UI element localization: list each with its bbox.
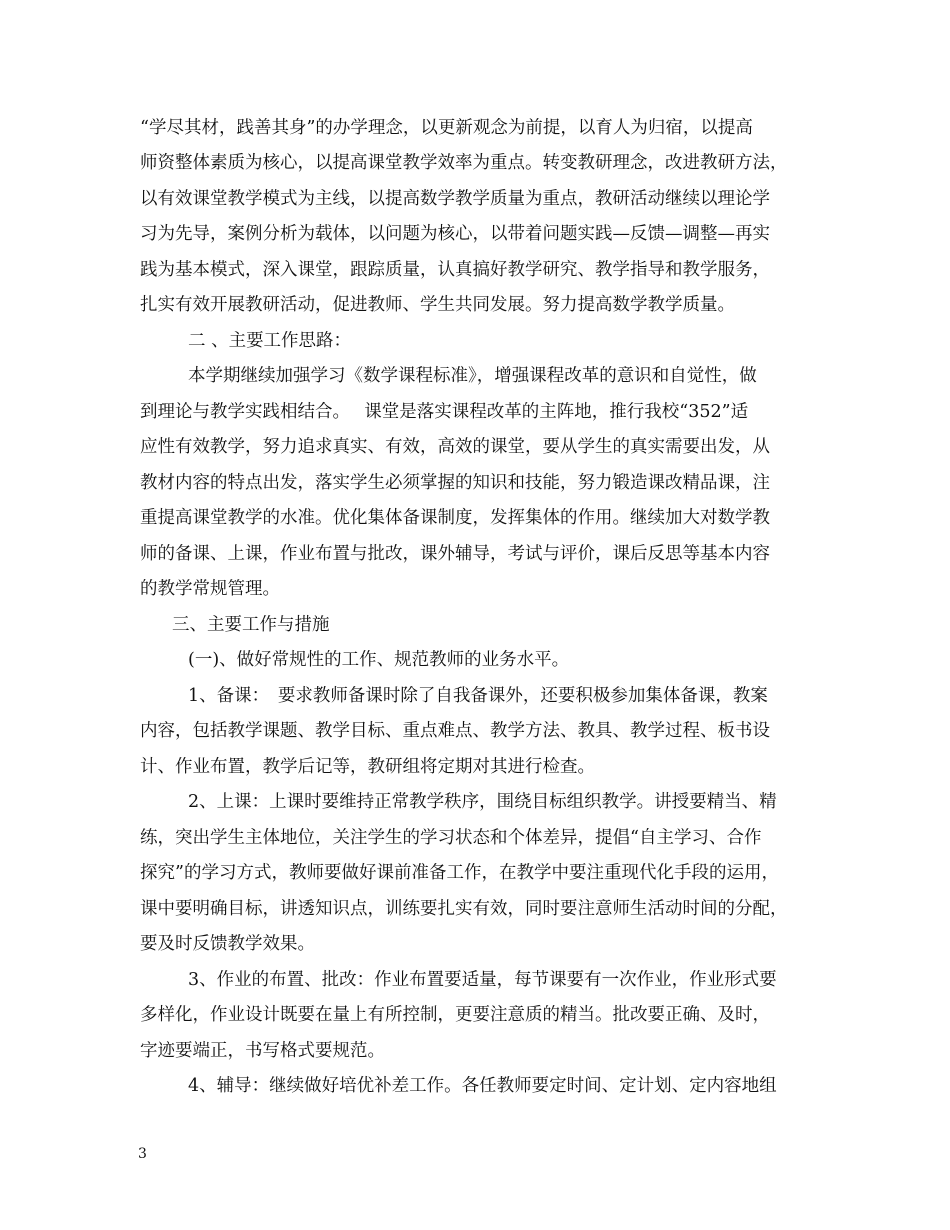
text-line: 课中要明确目标，讲透知识点，训练要扎实有效，同时要注意师生活动时间的分配，	[140, 899, 788, 919]
text-line: 练，突出学生主体地位，关注学生的学习状态和个体差异，提倡“自主学习、合作	[140, 828, 762, 848]
text-line: 师资整体素质为核心，以提高课堂教学效率为重点。转变教研理念，改进教研方法，	[140, 153, 788, 173]
text-line: 以有效课堂教学模式为主线，以提高数学教学质量为重点，教研活动继续以理论学	[140, 189, 770, 209]
text-line: 扎实有效开展教研活动，促进教师、学生共同发展。努力提高数学教学质量。	[140, 295, 735, 315]
text-line: 2、上课：上课时要维持正常教学秩序，围绕目标组织教学。讲授要精当、精	[188, 792, 777, 812]
text-line: 重提高课堂教学的水准。优化集体备课制度，发挥集体的作用。继续加大对数学教	[140, 508, 770, 528]
text-line: “学尽其材，践善其身”的办学理念，以更新观念为前提，以育人为归宿，以提高	[140, 118, 753, 138]
subsection-heading: (一)、做好常规性的工作、规范教师的业务水平。	[188, 650, 570, 670]
text-line: 多样化，作业设计既要在量上有所控制，更要注意质的精当。批改要正确、及时，	[140, 1005, 770, 1025]
text-line: 内容，包括教学课题、教学目标、重点难点、教学方法、教具、教学过程、板书设	[140, 721, 770, 741]
text-line: 到理论与教学实践相结合。 课堂是落实课程改革的主阵地，推行我校“352”适	[140, 402, 749, 422]
text-line: 计、作业布置，教学后记等，教研组将定期对其进行检查。	[140, 757, 595, 777]
text-line: 要及时反馈教学效果。	[140, 934, 315, 954]
section-heading: 二 、主要工作思路：	[188, 331, 352, 351]
text-line: 的教学常规管理。	[140, 579, 280, 599]
text-line: 本学期继续加强学习《数学课程标准》，增强课程改革的意识和自觉性，做	[188, 366, 757, 386]
text-line: 践为基本模式，深入课堂，跟踪质量，认真搞好教学研究、教学指导和教学服务，	[140, 260, 770, 280]
text-line: 习为先导，案例分析为载体，以问题为核心，以带着问题实践—反馈—调整—再实	[140, 224, 770, 244]
text-line: 应性有效教学，努力追求真实、有效，高效的课堂，要从学生的真实需要出发，从	[140, 437, 770, 457]
page-number: 3	[138, 1146, 147, 1162]
text-line: 探究”的学习方式，教师要做好课前准备工作，在教学中要注重现代化手段的运用，	[140, 863, 779, 883]
text-line: 4、辅导：继续做好培优补差工作。各任教师要定时间、定计划、定内容地组	[188, 1076, 777, 1096]
text-line: 字迹要端正，书写格式要规范。	[140, 1041, 385, 1061]
text-line: 师的备课、上课，作业布置与批改，课外辅导，考试与评价，课后反思等基本内容	[140, 544, 770, 564]
text-line: 3、作业的布置、批改：作业布置要适量，每节课要有一次作业，作业形式要	[188, 970, 777, 990]
text-line: 教材内容的特点出发，落实学生必须掌握的知识和技能，努力锻造课改精品课，注	[140, 473, 770, 493]
text-line: 1、备课： 要求教师备课时除了自我备课外，还要积极参加集体备课，教案	[188, 686, 768, 706]
section-heading: 三、主要工作与措施	[172, 615, 330, 635]
